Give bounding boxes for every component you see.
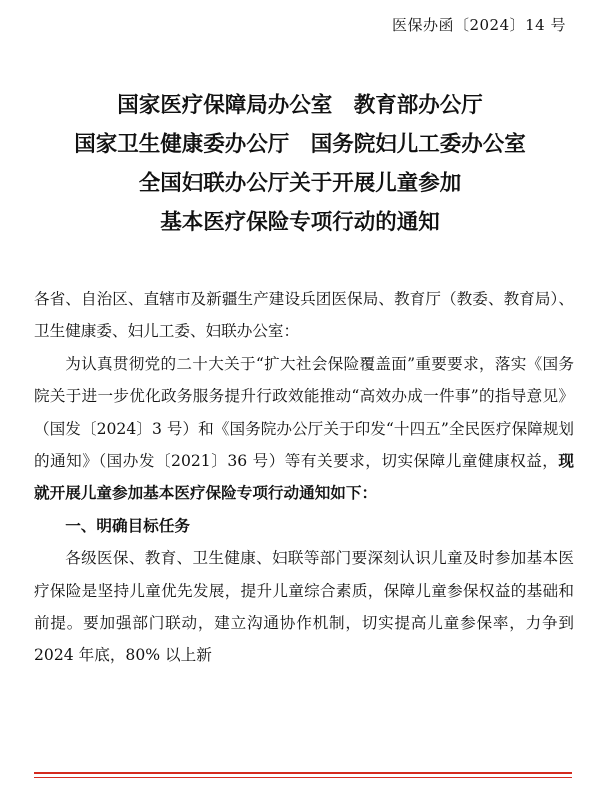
red-rule-thin bbox=[34, 777, 572, 778]
section-1-paragraph: 各级医保、教育、卫生健康、妇联等部门要深刻认识儿童及时参加基本医疗保险是坚持儿童优先发展，提升儿童综合素质，保障儿童参保权益的基础和前提。要加强部门联动，建立沟通协作机制，切实提高儿童参保率，力争到 2024 年底，80% 以上新 bbox=[34, 549, 574, 665]
title-line-2: 国家卫生健康委办公厅 国务院妇儿工委办公室 bbox=[74, 132, 526, 157]
document-body bbox=[34, 283, 574, 672]
intro-paragraph-emphasis: 现就开展儿童参加基本医疗保险专项行动通知如下： bbox=[34, 451, 574, 503]
intro-paragraph bbox=[34, 348, 574, 510]
intro-paragraph-main: 为认真贯彻党的二十大关于“扩大社会保险覆盖面”重要要求，落实《国务院关于进一步优化政务服务提升行政效能推动“高效办成一件事”的指导意见》（国发〔2024〕3 号）和《国务院办公厅关于印发“十四五”全民医疗保障规划的通知》（国办发〔2021〕36 号）等有关要求，切实保障儿童健康权益， bbox=[34, 354, 574, 471]
addressee: 各省、自治区、直辖市及新疆生产建设兵团医保局、教育厅（教委、教育局）、卫生健康委、妇儿工委、妇联办公室： bbox=[34, 290, 574, 341]
section-1-heading: 一、明确目标任务 bbox=[65, 516, 190, 535]
red-rule-thick bbox=[34, 772, 572, 774]
title-line-1: 国家医疗保障局办公室 教育部办公厅 bbox=[117, 93, 483, 118]
title-line-4: 基本医疗保险专项行动的通知 bbox=[160, 210, 440, 235]
document-number: 医保办函〔2024〕14 号 bbox=[391, 16, 566, 34]
title-line-3: 全国妇联办公厅关于开展儿童参加 bbox=[138, 171, 462, 196]
document-title bbox=[0, 86, 600, 242]
